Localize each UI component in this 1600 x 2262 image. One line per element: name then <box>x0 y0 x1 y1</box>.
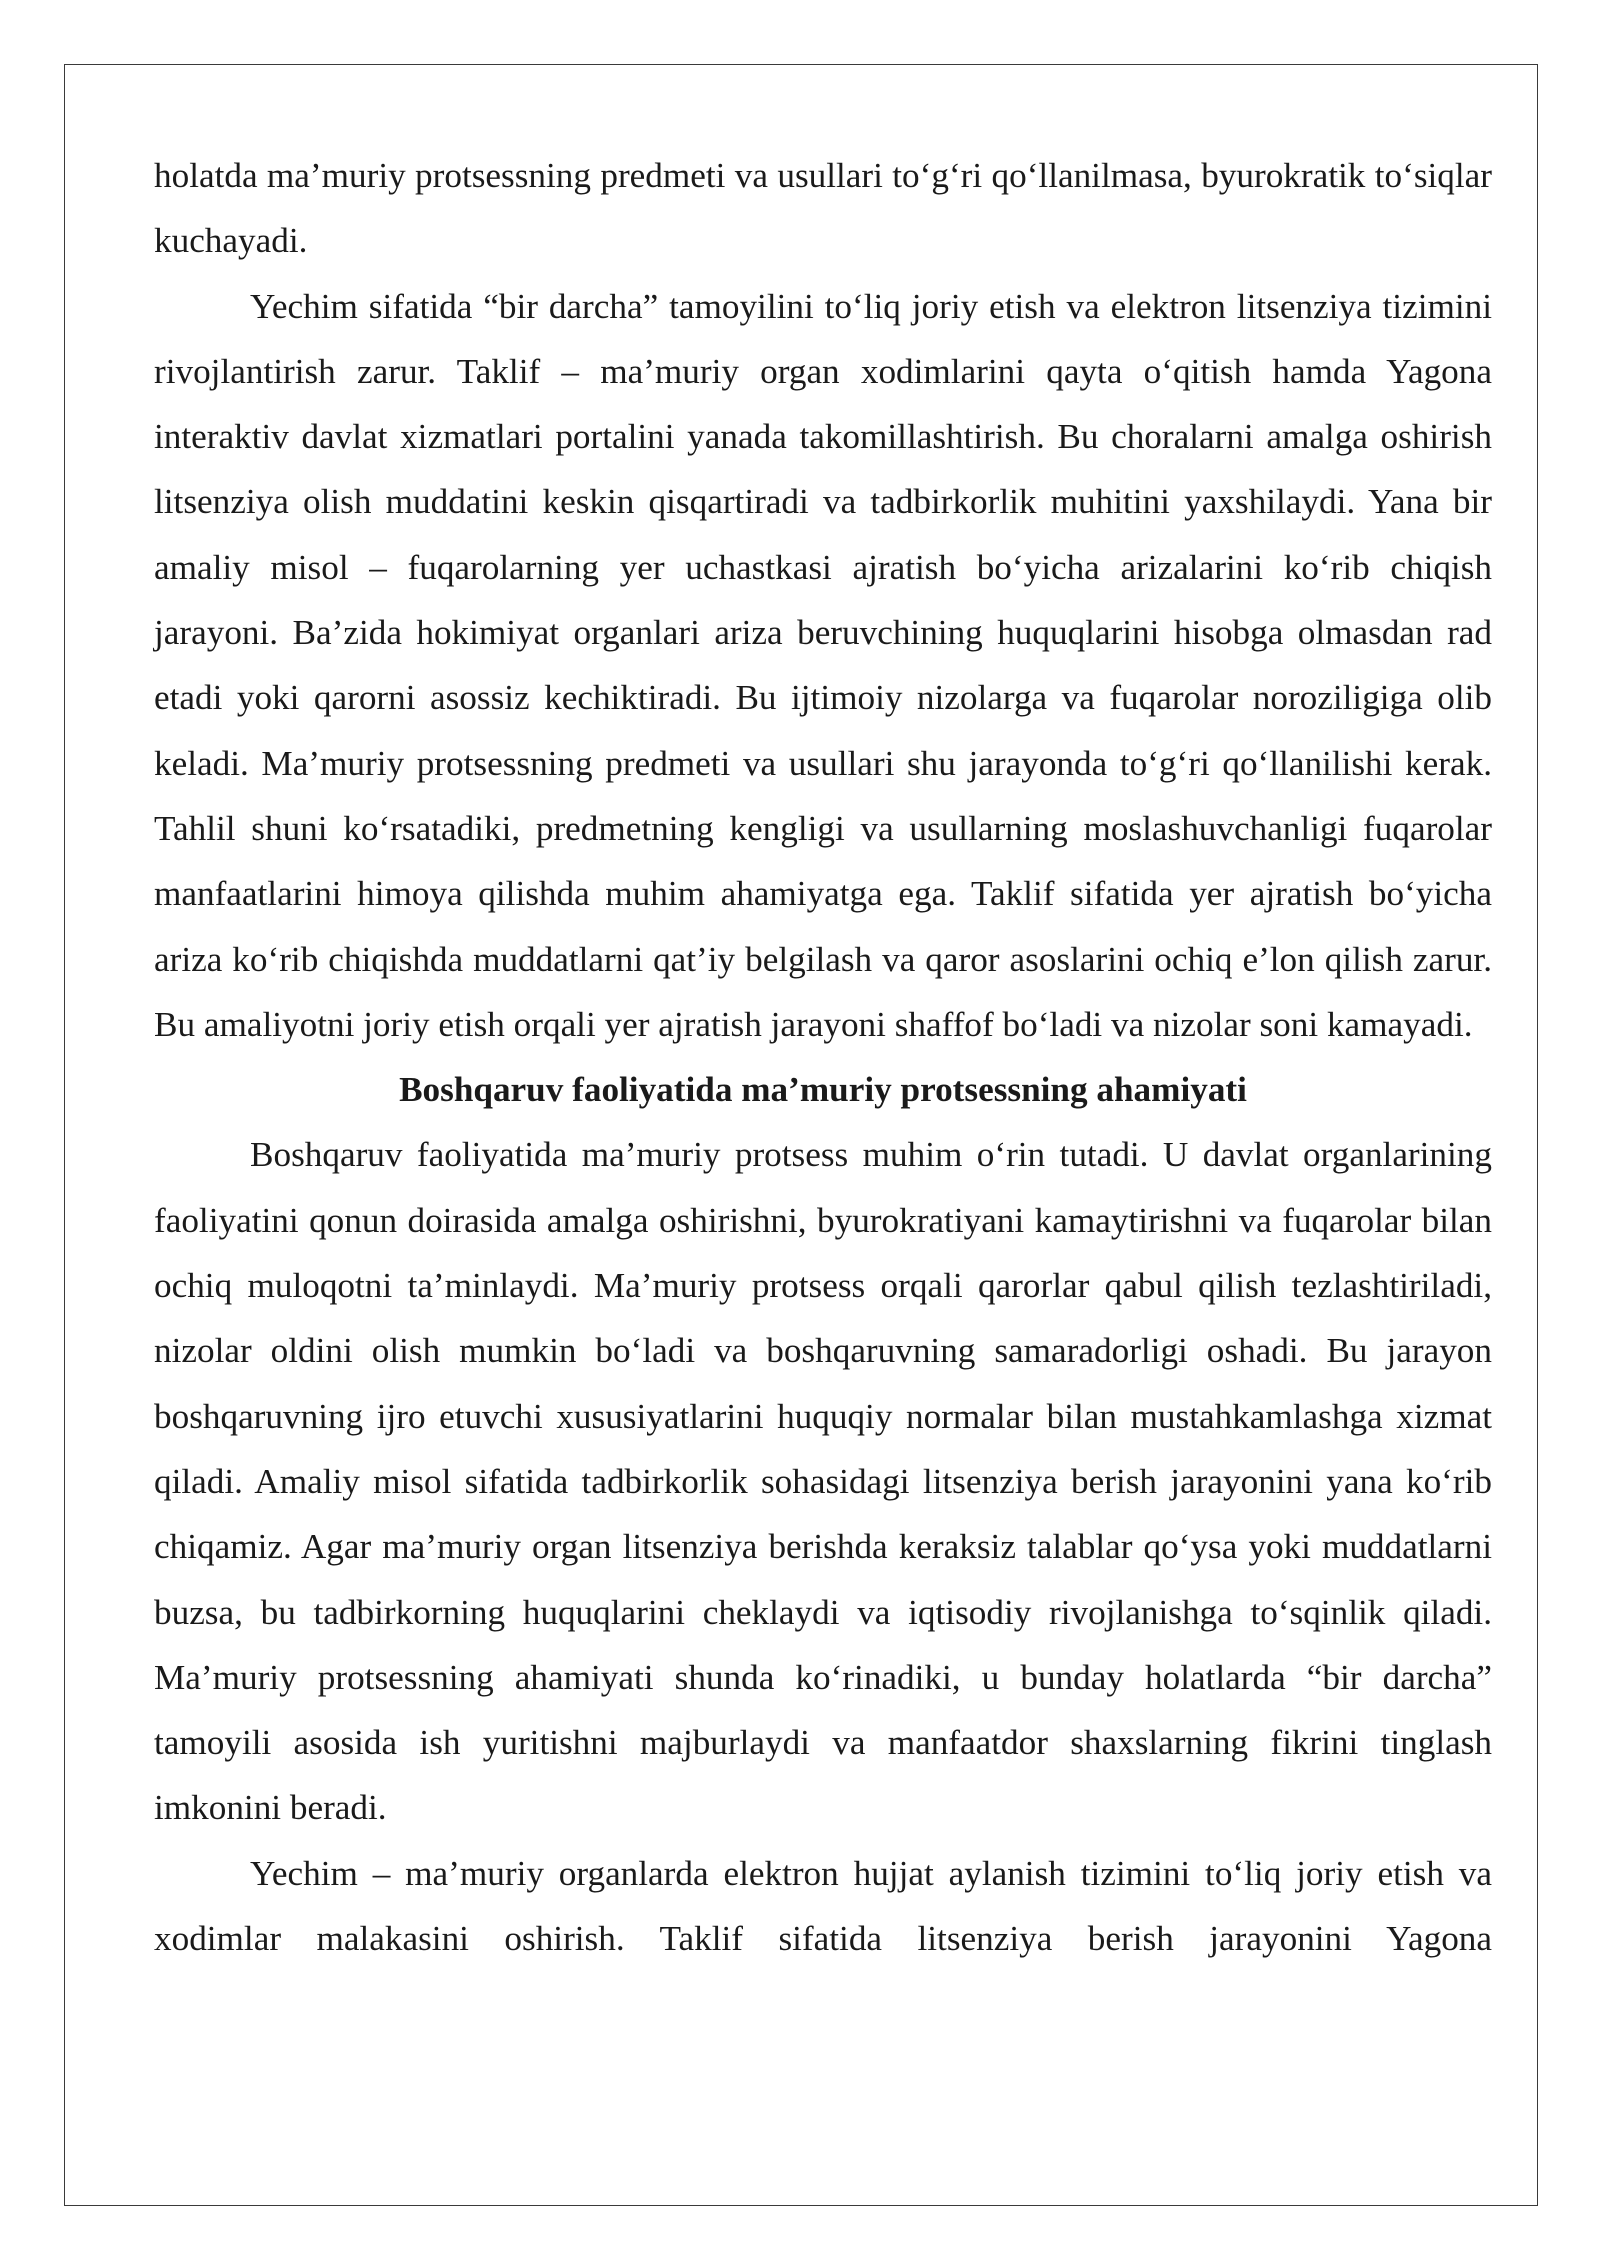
paragraph-administrative-process-importance: Boshqaruv faoliyatida ma’muriy protsess muhim o‘rin tutadi. U davlat organlarining faoliyatini qonun doirasida amalga oshirishni, byurokratiyani kamaytirishni va fuqarolar bilan ochiq muloqotni ta’minlaydi. Ma’muriy protsess orqali qarorlar qabul qilish tezlashtiriladi, nizolar oldini olish mumkin bo‘ladi va boshqaruvning samaradorligi oshadi. Bu jarayon boshqaruvning ijro etuvchi xususiyatlarini huquqiy normalar bilan mustahkamlashga xizmat qiladi. Amaliy misol sifatida tadbirkorlik sohasidagi litsenziya berish jarayonini yana ko‘rib chiqamiz. Agar ma’muriy organ litsenziya berishda keraksiz talablar qo‘ysa yoki muddatlarni buzsa, bu tadbirkorning huquqlarini cheklaydi va iqtisodiy rivojlanishga to‘sqinlik qiladi. Ma’muriy protsessning ahamiyati shunda ko‘rinadiki, u bunday holatlarda “bir darcha” tamoyili asosida ish yuritishni majburlaydi va manfaatdor shaxslarning fikrini tinglash imkonini beradi. <box>154 1135 1492 1828</box>
document-body <box>154 143 1492 1971</box>
paragraph-solution-electronic-docs: Yechim – ma’muriy organlarda elektron hujjat aylanish tizimini to‘liq joriy etish va xodimlar malakasini oshirish. Taklif sifatida litsenziya berish jarayonini Yagona <box>154 1853 1492 1959</box>
paragraph-solution-licensing: Yechim sifatida “bir darcha” tamoyilini to‘liq joriy etish va elektron litsenziya tizimini rivojlantirish zarur. Taklif – ma’muriy organ xodimlarini qayta o‘qitish hamda Yagona interaktiv davlat xizmatlari portalini yanada takomillashtirish. Bu choralarni amalga oshirish litsenziya olish muddatini keskin qisqartiradi va tadbirkorlik muhitini yaxshilaydi. Yana bir amaliy misol – fuqarolarning yer uchastkasi ajratish bo‘yicha arizalarini ko‘rib chiqish jarayoni. Ba’zida hokimiyat organlari ariza beruvchining huquqlarini hisobga olmasdan rad etadi yoki qarorni asossiz kechiktiradi. Bu ijtimoiy nizolarga va fuqarolar noroziligiga olib keladi. Ma’muriy protsessning predmeti va usullari shu jarayonda to‘g‘ri qo‘llanilishi kerak. Tahlil shuni ko‘rsatadiki, predmetning kengligi va usullarning moslashuvchanligi fuqarolar manfaatlarini himoya qilishda muhim ahamiyatga ega. Taklif sifatida yer ajratish bo‘yicha ariza ko‘rib chiqishda muddatlarni qat’iy belgilash va qaror asoslarini ochiq e’lon qilish zarur. Bu amaliyotni joriy etish orqali yer ajratish jarayoni shaffof bo‘ladi va nizolar soni kamayadi. <box>154 286 1492 1044</box>
section-heading: Boshqaruv faoliyatida ma’muriy protsessning ahamiyati <box>399 1070 1247 1110</box>
paragraph-continuation: holatda ma’muriy protsessning predmeti va usullari to‘g‘ri qo‘llanilmasa, byurokratik to‘siqlar kuchayadi. <box>154 156 1492 261</box>
